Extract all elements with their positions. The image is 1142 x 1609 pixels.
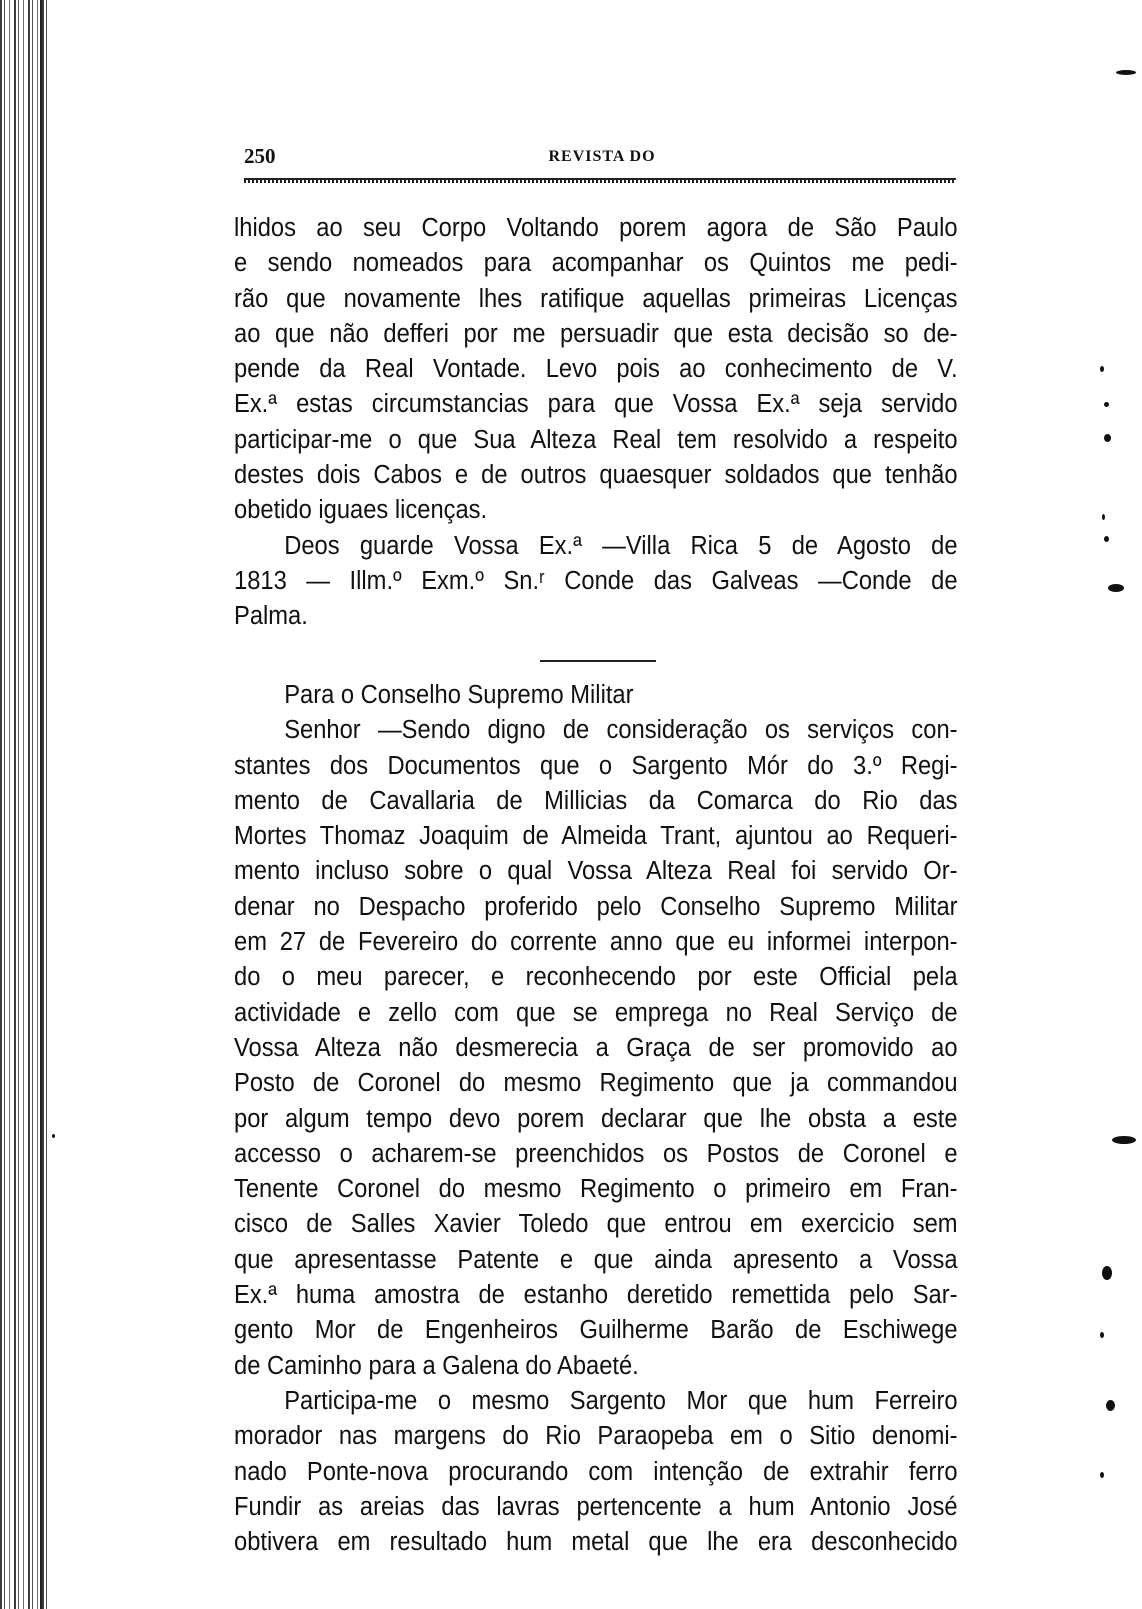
text-line: morador nas margens do Rio Paraopeba em o Sitio denomi- [234, 1422, 958, 1451]
scan-speck [1106, 1400, 1115, 1411]
scan-speck [1104, 434, 1111, 442]
text-line: que apresentasse Patente e que ainda apresento a Vossa [234, 1245, 958, 1274]
text-line: nado Ponte-nova procurando com intenção de extrahir ferro [234, 1457, 958, 1486]
text-line: de Caminho para a Galena do Abaeté. [234, 1351, 639, 1380]
text-line: destes dois Cabos e de outros quaesquer soldados que tenhão [234, 461, 958, 490]
page-number: 250 [244, 144, 276, 168]
text-line: Fundir as areias das lavras pertencente a hum Antonio José [234, 1492, 958, 1521]
text-block-top [234, 211, 958, 635]
scan-speck [1102, 514, 1105, 520]
text-line: accesso o acharem-se preenchidos os Postos de Coronel e [234, 1139, 958, 1168]
section-separator [540, 660, 656, 662]
text-line: do o meu parecer, e reconhecendo por este Official pela [234, 963, 958, 992]
text-line: stantes dos Documentos que o Sargento Mór do 3.º Regi- [234, 751, 958, 780]
page-gutter-line [40, 0, 42, 1609]
text-line: 1813 — Illm.º Exm.º Sn.ʳ Conde das Galveas —Conde de [234, 566, 958, 595]
scan-speck [52, 1134, 55, 1138]
scan-speck [1100, 366, 1104, 372]
text-line: pende da Real Vontade. Levo pois ao conhecimento de V. [234, 355, 958, 384]
page-header [244, 144, 960, 170]
text-line: Posto de Coronel do mesmo Regimento que ja commandou [234, 1069, 958, 1098]
text-line: actividade e zello com que se emprega no Real Serviço de [234, 998, 958, 1027]
text-line: Palma. [234, 602, 308, 631]
scan-speck [1116, 70, 1136, 75]
section-heading: Para o Conselho Supremo Militar [284, 681, 634, 709]
scan-speck [1100, 1472, 1104, 1478]
text-line: Senhor —Sendo digno de consideração os serviços con- [284, 716, 958, 745]
text-line: cisco de Salles Xavier Toledo que entrou em exercicio sem [234, 1210, 958, 1239]
text-line: Mortes Thomaz Joaquim de Almeida Trant, ajuntou ao Requeri- [234, 822, 958, 851]
text-line: participar-me o que Sua Alteza Real tem resolvido a respeito [234, 425, 958, 454]
text-line: mento incluso sobre o qual Vossa Alteza Real foi servido Or- [234, 857, 958, 886]
text-line: em 27 de Fevereiro do corrente anno que eu informei interpon- [234, 928, 958, 957]
scan-speck [1112, 1136, 1136, 1144]
scan-speck [1108, 584, 1124, 592]
text-line: denar no Despacho proferido pelo Conselho Supremo Militar [234, 892, 958, 921]
text-line: obtivera em resultado hum metal que lhe era desconhecido [234, 1528, 958, 1557]
text-line: Participa-me o mesmo Sargento Mor que hum Ferreiro [284, 1386, 958, 1415]
text-line: Ex.ª estas circumstancias para que Vossa Ex.ª seja servido [234, 390, 958, 419]
scan-speck [1102, 1266, 1112, 1280]
text-line: Tenente Coronel do mesmo Regimento o primeiro em Fran- [234, 1175, 958, 1204]
text-line: Vossa Alteza não desmerecia a Graça de ser promovido ao [234, 1033, 958, 1062]
scan-speck [1104, 402, 1109, 407]
text-line: Deos guarde Vossa Ex.ª —Villa Rica 5 de Agosto de [284, 531, 958, 560]
text-line: lhidos ao seu Corpo Voltando porem agora de São Paulo [234, 214, 958, 242]
text-line: mento de Cavallaria de Millicias da Comarca do Rio das [234, 786, 958, 815]
text-line: rão que novamente lhes ratifique aquellas primeiras Licenças [234, 284, 958, 313]
text-line: gento Mor de Engenheiros Guilherme Barão de Eschiwege [234, 1316, 958, 1345]
text-block-bottom [234, 678, 958, 1560]
text-line: e sendo nomeados para acompanhar os Quintos me pedi- [234, 249, 958, 278]
text-line: obetido iguaes licenças. [234, 496, 488, 525]
running-head: REVISTA DO [548, 148, 656, 165]
text-line: ao que não defferi por me persuadir que esta decisão so de- [234, 319, 958, 348]
text-line: Ex.ª huma amostra de estanho deretido remettida pelo Sar- [234, 1281, 958, 1310]
scan-speck [1104, 536, 1109, 542]
text-line: por algum tempo devo porem declarar que lhe obsta a este [234, 1104, 958, 1133]
scan-speck [1100, 1332, 1104, 1338]
header-rule [244, 178, 956, 183]
